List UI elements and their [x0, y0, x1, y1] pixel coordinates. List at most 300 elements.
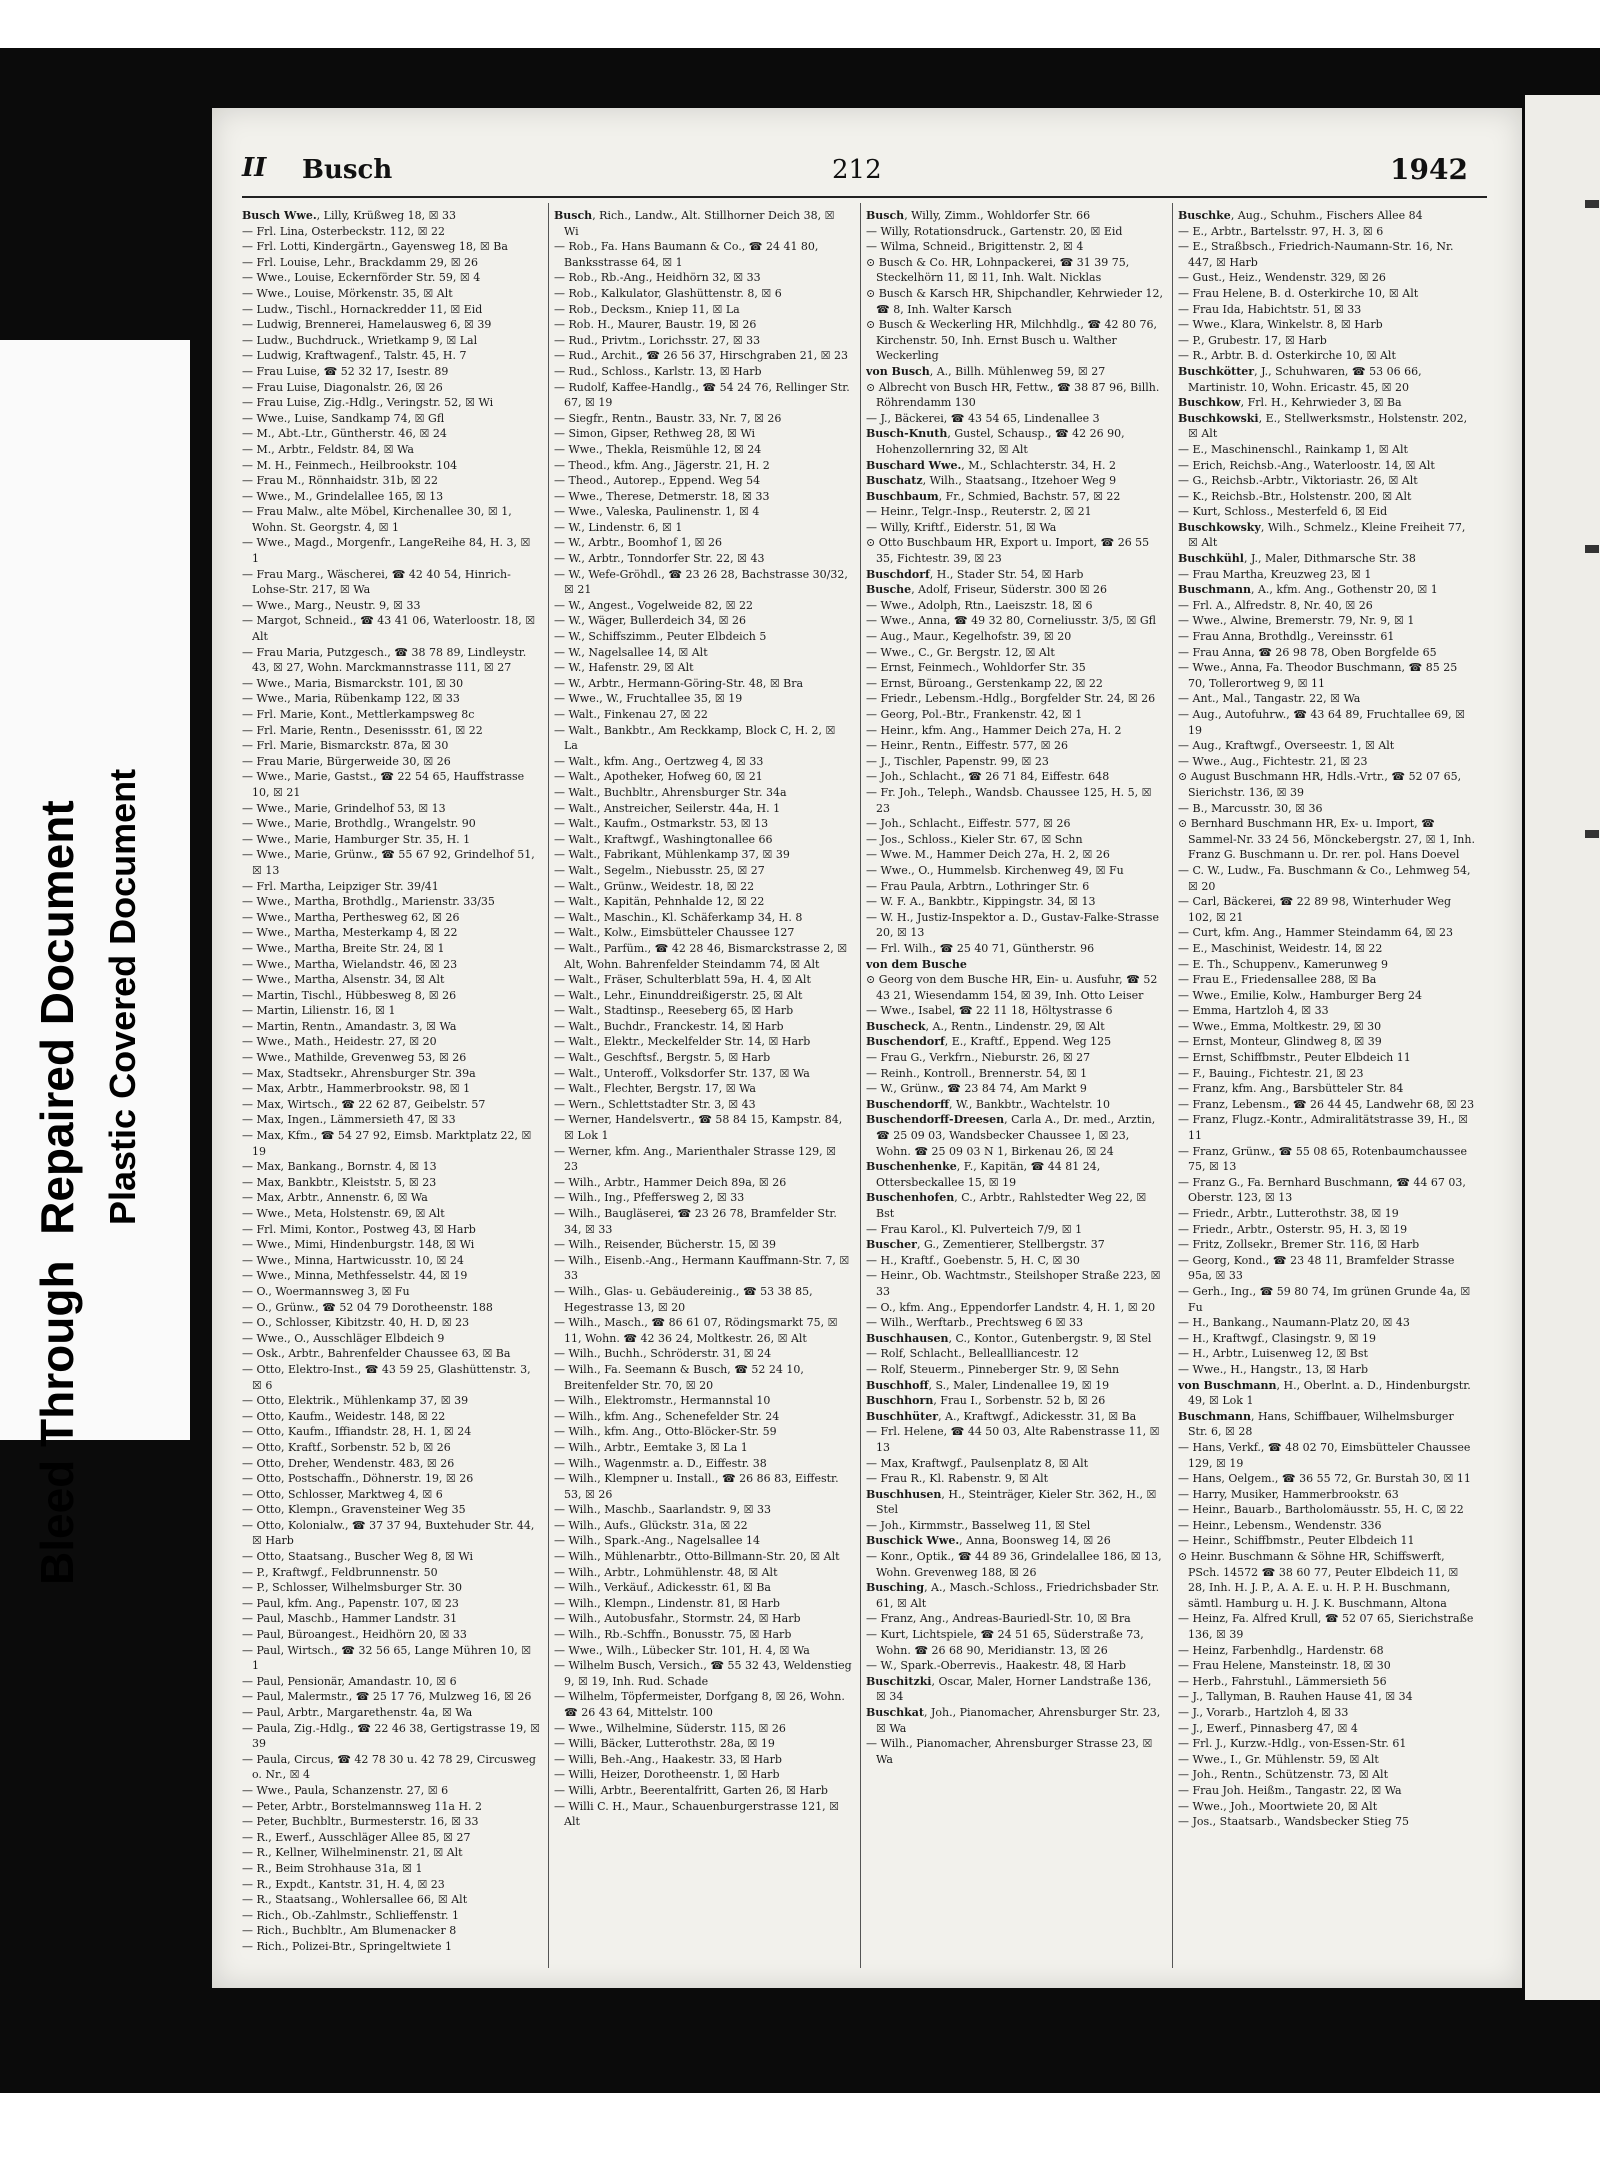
label-line1-prefix: Bleed Through	[31, 1260, 83, 1585]
directory-entry: — Frl. Lotti, Kindergärtn., Gayensweg 18, ☒ Ba	[242, 240, 508, 254]
directory-entry: — Wwe., Emilie, Kolw., Hamburger Berg 24	[1178, 988, 1423, 1002]
directory-entry: Buschhoff, S., Maler, Lindenallee 19, ☒ 19	[866, 1378, 1110, 1392]
directory-entry: Buschkow, Frl. H., Kehrwieder 3, ☒ Ba	[1178, 396, 1402, 410]
directory-entry: — O., Woermannsweg 3, ☒ Fu	[242, 1284, 410, 1298]
directory-entry: Busch, Rich., Landw., Alt. Stillhorner Deich 38, ☒ Wi	[554, 209, 835, 238]
directory-entry: — Rob., Decksm., Kniep 11, ☒ La	[554, 302, 740, 316]
directory-entry: — J., Vorarb., Hartzloh 4, ☒ 33	[1178, 1706, 1349, 1719]
directory-entry: — Wilh., kfm. Ang., Schenefelder Str. 24	[554, 1409, 780, 1423]
directory-entry: — H., Kraftwgf., Clasingstr. 9, ☒ 19	[1178, 1331, 1376, 1345]
directory-entry: Buschhusen, H., Steinträger, Kieler Str. 362, H., ☒ Stel	[866, 1487, 1157, 1517]
directory-entry: ⊙ Busch & Weckerling HR, Milchhdlg., ☎ 42 80 76, Kirchenstr. 50, Inh. Ernst Busch u. Walther Weckerling	[866, 318, 1157, 363]
directory-entry: — W., Arbtr., Hermann-Göring-Str. 48, ☒ Bra	[554, 676, 804, 690]
directory-entry: — Walt., Lehr., Einunddreißigerstr. 25, ☒ Alt	[554, 988, 803, 1002]
directory-entry: — Walt., Grünw., Weidestr. 18, ☒ 22	[554, 879, 755, 893]
directory-entry: Buschendorf, E., Kraftf., Eppend. Weg 125	[866, 1035, 1112, 1049]
directory-entry: — Reinh., Kontroll., Brennerstr. 54, ☒ 1	[866, 1066, 1088, 1080]
directory-entry: — Martin, Lilienstr. 16, ☒ 1	[242, 1004, 396, 1018]
directory-entry: — Frau Martha, Kreuzweg 23, ☒ 1	[1178, 567, 1372, 581]
directory-entry: — W. H., Justiz-Inspektor a. D., Gustav-Falke-Strasse 20, ☒ 13	[866, 910, 1159, 940]
directory-entry: — Wilh., Masch., ☎ 86 61 07, Rödingsmarkt 75, ☒ 11, Wohn. ☎ 42 36 24, Moltkestr. 26, ☒ Alt	[554, 1316, 838, 1345]
directory-entry: — E., Arbtr., Bartelsstr. 97, H. 3, ☒ 6	[1178, 224, 1384, 238]
directory-entry: — W., Wäger, Bullerdeich 34, ☒ 26	[554, 614, 747, 628]
directory-entry: — Theod., kfm. Ang., Jägerstr. 21, H. 2	[554, 458, 770, 472]
directory-entry: — H., Arbtr., Luisenweg 12, ☒ Bst	[1178, 1347, 1368, 1361]
directory-entry: — Rob., Kalkulator, Glashüttenstr. 8, ☒ 6	[554, 286, 782, 300]
directory-entry: — Rob. H., Maurer, Baustr. 19, ☒ 26	[554, 318, 757, 332]
directory-entry: — W., Grünw., ☎ 23 84 74, Am Markt 9	[866, 1082, 1087, 1096]
directory-entry: — Wwe., I., Gr. Mühlenstr. 59, ☒ Alt	[1178, 1752, 1379, 1766]
directory-entry: — Wwe., Minna, Methfesselstr. 44, ☒ 19	[242, 1269, 468, 1283]
directory-entry: — Frl. Wilh., ☎ 25 40 71, Güntherstr. 96	[866, 941, 1095, 955]
directory-entry: — Otto, Kaufm., Iffiandstr. 28, H. 1, ☒ 24	[242, 1425, 472, 1439]
directory-entry: — W., Wefe-Gröhdl., ☎ 23 26 28, Bachstrasse 30/32, ☒ 21	[554, 567, 848, 597]
directory-entry: — Curt, kfm. Ang., Hammer Steindamm 64, ☒ 23	[1178, 926, 1454, 940]
directory-entry: — Wwe., Marie, Hamburger Str. 35, H. 1	[242, 832, 471, 846]
directory-entry: — Wwe., Wilhelmine, Süderstr. 115, ☒ 26	[554, 1721, 786, 1735]
directory-entry: — Frau Maria, Putzgesch., ☎ 38 78 89, Lindleystr. 43, ☒ 27, Wohn. Marckmannstrasse 111, ☒ 27	[242, 645, 527, 675]
directory-entry: — Willi C. H., Maur., Schauenburgerstrasse 121, ☒ Alt	[554, 1799, 839, 1829]
directory-entry: Buschhüter, A., Kraftwgf., Adickesstr. 31, ☒ Ba	[866, 1409, 1137, 1423]
directory-entry: — Otto, Dreher, Wendenstr. 483, ☒ 26	[242, 1456, 455, 1470]
directory-entry: — E., Maschinenschl., Rainkamp 1, ☒ Alt	[1178, 442, 1408, 456]
directory-entry: — Wilma, Schneid., Brigittenstr. 2, ☒ 4	[866, 240, 1084, 254]
directory-entry: — Walt., Unteroff., Volksdorfer Str. 137, ☒ Wa	[554, 1066, 810, 1080]
directory-entry: — Frau Helene, Mansteinstr. 18, ☒ 30	[1178, 1659, 1391, 1673]
directory-entry: Buschendorff, W., Bankbtr., Wachtelstr. 10	[866, 1097, 1111, 1111]
next-page-edge	[1525, 95, 1600, 2000]
directory-entry: — Werner, kfm. Ang., Marienthaler Strasse 129, ☒ 23	[554, 1144, 836, 1174]
directory-entry: — Werner, Handelsvertr., ☎ 58 84 15, Kampstr. 84, ☒ Lok 1	[554, 1113, 843, 1143]
directory-entry: — C. W., Ludw., Fa. Buschmann & Co., Lehmweg 54, ☒ 20	[1178, 863, 1471, 893]
directory-entry: — Wilhelm, Töpfermeister, Dorfgang 8, ☒ 26, Wohn. ☎ 26 43 64, Mittelstr. 100	[554, 1690, 845, 1719]
directory-entry: Buscheck, A., Rentn., Lindenstr. 29, ☒ Alt	[866, 1019, 1105, 1033]
directory-entry: — Wilh., Autobusfahr., Stormstr. 24, ☒ Harb	[554, 1612, 801, 1626]
directory-entry: — Wwe., Anna, Fa. Theodor Buschmann, ☎ 85 25 70, Tollerortweg 9, ☒ 11	[1178, 661, 1458, 690]
directory-entry: — Paul, Maschb., Hammer Landstr. 31	[242, 1612, 458, 1626]
directory-entry: — F., Bauing., Fichtestr. 21, ☒ 23	[1178, 1066, 1364, 1080]
directory-entry: Buschenhofen, C., Arbtr., Rahlstedter Weg 22, ☒ Bst	[866, 1191, 1147, 1220]
directory-entry: — Carl, Bäckerei, ☎ 22 89 98, Winterhuder Weg 102, ☒ 21	[1178, 895, 1452, 924]
directory-entry: — Walt., Fräser, Schulterblatt 59a, H. 4, ☒ Alt	[554, 973, 811, 987]
directory-entry: Buschkühl, J., Maler, Dithmarsche Str. 38	[1178, 552, 1416, 566]
column-divider	[1172, 203, 1173, 1968]
directory-entry: — Otto, Elektro-Inst., ☎ 43 59 25, Glashüttenstr. 3, ☒ 6	[242, 1362, 531, 1392]
directory-entry: — Paul, Malermstr., ☎ 25 17 76, Mulzweg 16, ☒ 26	[242, 1690, 532, 1704]
directory-entry: — G., Reichsb.-Arbtr., Viktoriastr. 26, ☒ Alt	[1178, 474, 1418, 488]
directory-entry: — Frau Joh. Heißm., Tangastr. 22, ☒ Wa	[1178, 1783, 1402, 1797]
directory-entry: — Paul, Pensionär, Amandastr. 10, ☒ 6	[242, 1674, 457, 1688]
directory-entry: — Wilh., Ing., Pfeffersweg 2, ☒ 33	[554, 1191, 745, 1205]
directory-entry: — Paul, Arbtr., Margarethenstr. 4a, ☒ Wa	[242, 1706, 473, 1719]
directory-entry: — Heinr., Telgr.-Insp., Reuterstr. 2, ☒ 21	[866, 505, 1092, 519]
directory-entry: — O., Grünw., ☎ 52 04 79 Dorotheenstr. 188	[242, 1300, 493, 1314]
directory-entry: — Siegfr., Rentn., Baustr. 33, Nr. 7, ☒ 26	[554, 411, 782, 425]
directory-entry: — Rudolf, Kaffee-Handlg., ☎ 54 24 76, Rellinger Str. 67, ☒ 19	[554, 380, 850, 410]
directory-entry: — Fritz, Zollsekr., Bremer Str. 116, ☒ Harb	[1178, 1238, 1420, 1252]
directory-entry: — Wwe., Maria, Rübenkamp 122, ☒ 33	[242, 692, 460, 706]
directory-entry: — Walt., Stadtinsp., Reeseberg 65, ☒ Harb	[554, 1004, 794, 1018]
directory-entry: — Frau Helene, B. d. Osterkirche 10, ☒ Alt	[1178, 286, 1419, 300]
directory-entry: — Rolf, Steuerm., Pinneberger Str. 9, ☒ Sehn	[866, 1362, 1120, 1376]
directory-entry: Buschhorn, Frau I., Sorbenstr. 52 b, ☒ 26	[866, 1394, 1106, 1408]
directory-entry: — Wilh., Klempn., Lindenstr. 81, ☒ Harb	[554, 1596, 780, 1610]
directory-entry: — Hans, Verkf., ☎ 48 02 70, Eimsbütteler Chaussee 129, ☒ 19	[1178, 1440, 1471, 1470]
directory-entry: — Georg, Pol.-Btr., Frankenstr. 42, ☒ 1	[866, 708, 1083, 721]
directory-entry: — Wwe., Marie, Brothdlg., Wrangelstr. 90	[242, 817, 476, 831]
directory-column-1	[242, 208, 540, 1968]
directory-entry: Buschkötter, J., Schuhwaren, ☎ 53 06 66, Martinistr. 10, Wohn. Ericastr. 45, ☒ 20	[1178, 364, 1422, 394]
directory-entry: — Wwe., Martha, Wielandstr. 46, ☒ 23	[242, 957, 458, 971]
directory-entry: — R., Kellner, Wilhelminenstr. 21, ☒ Alt	[242, 1846, 463, 1860]
directory-entry: — Wwe., Math., Heidestr. 27, ☒ 20	[242, 1035, 437, 1049]
directory-entry: — W., Schiffszimm., Peuter Elbdeich 5	[554, 630, 767, 644]
directory-entry: — Wwe., O., Ausschläger Elbdeich 9	[242, 1331, 445, 1345]
directory-entry: — Wilh., Eisenb.-Ang., Hermann Kauffmann-Str. 7, ☒ 33	[554, 1253, 850, 1283]
directory-entry: — Frl. Marie, Kont., Mettlerkampsweg 8c	[242, 708, 475, 721]
directory-entry: — Wilh., Mühlenarbtr., Otto-Billmann-Str. 20, ☒ Alt	[554, 1550, 840, 1564]
directory-entry: — Frl. Marie, Bismarckstr. 87a, ☒ 30	[242, 739, 449, 753]
directory-entry: — Walt., Kraftwgf., Washingtonallee 66	[554, 832, 773, 846]
directory-entry: — Willi, Bäcker, Lutterothstr. 28a, ☒ 19	[554, 1737, 775, 1751]
directory-entry: Buschatz, Wilh., Staatsang., Itzehoer Weg 9	[866, 474, 1117, 488]
directory-entry: — Wwe., Mathilde, Grevenweg 53, ☒ 26	[242, 1051, 467, 1065]
directory-entry: — Walt., Kapitän, Pehnhalde 12, ☒ 22	[554, 895, 765, 909]
directory-entry: — Max, Arbtr., Hammerbrookstr. 98, ☒ 1	[242, 1082, 471, 1096]
directory-entry: — Wwe., Wilh., Lübecker Str. 101, H. 4, ☒ Wa	[554, 1643, 810, 1657]
year: 1942	[1390, 153, 1468, 186]
directory-entry: — Osk., Arbtr., Bahrenfelder Chaussee 63, ☒ Ba	[242, 1347, 511, 1361]
directory-entry: — Wilh., Klempner u. Install., ☎ 26 86 83, Eiffestr. 53, ☒ 26	[554, 1472, 839, 1501]
directory-entry: — Frl. Martha, Leipziger Str. 39/41	[242, 879, 439, 893]
directory-entry: — Wwe., Martha, Perthesweg 62, ☒ 26	[242, 910, 460, 924]
directory-entry: — Frl. J., Kurzw.-Hdlg., von-Essen-Str. 61	[1178, 1737, 1407, 1751]
directory-entry: — Ernst, Feinmech., Wohldorfer Str. 35	[866, 661, 1086, 675]
directory-entry: — Frau Luise, ☎ 52 32 17, Isestr. 89	[242, 364, 449, 378]
directory-entry: — Frl. Lina, Osterbeckstr. 112, ☒ 22	[242, 224, 446, 238]
directory-entry: — Heinr., Ob. Wachtmstr., Steilshoper Straße 223, ☒ 33	[866, 1269, 1161, 1298]
directory-entry: — Wilh., Werftarb., Prechtsweg 6 ☒ 33	[866, 1316, 1084, 1330]
directory-entry: — W. F. A., Bankbtr., Kippingstr. 34, ☒ 13	[866, 895, 1096, 909]
directory-entry: — Wwe., Emma, Moltkestr. 29, ☒ 30	[1178, 1019, 1382, 1033]
directory-entry: — O., kfm. Ang., Eppendorfer Landstr. 4, H. 1, ☒ 20	[866, 1300, 1156, 1314]
directory-entry: — Wwe., Martha, Brothdlg., Marienstr. 33/35	[242, 895, 495, 909]
directory-entry: — J., Bäckerei, ☎ 43 54 65, Lindenallee 3	[866, 411, 1100, 425]
directory-entry: — Walt., Segelm., Niebusstr. 25, ☒ 27	[554, 863, 765, 877]
directory-entry: — Joh., Rentn., Schützenstr. 73, ☒ Alt	[1178, 1768, 1388, 1782]
directory-entry: — Wwe., Joh., Moortwiete 20, ☒ Alt	[1178, 1799, 1378, 1813]
directory-entry: — Walt., Fabrikant, Mühlenkamp 37, ☒ 39	[554, 848, 790, 862]
directory-entry: ⊙ Georg von dem Busche HR, Ein- u. Ausfuhr, ☎ 52 43 21, Wiesendamm 154, ☒ 39, Inh. Otto Leiser	[866, 973, 1158, 1002]
section-number: II	[242, 153, 267, 183]
directory-entry: — Frl. Louise, Lehr., Brackdamm 29, ☒ 26	[242, 255, 479, 269]
directory-entry: von Buschmann, H., Oberlnt. a. D., Hindenburgstr. 49, ☒ Lok 1	[1178, 1378, 1471, 1408]
directory-entry: — Rud., Archit., ☎ 26 56 37, Hirschgraben 21, ☒ 23	[554, 349, 849, 363]
directory-entry: — Joh., Schlacht., ☎ 26 71 84, Eiffestr. 648	[866, 770, 1110, 784]
running-head: Busch	[302, 155, 393, 185]
directory-entry: — Joh., Kirmmstr., Basselweg 11, ☒ Stel	[866, 1518, 1091, 1532]
header-rule	[242, 196, 1487, 198]
directory-entry: — E., Straßbsch., Friedrich-Naumann-Str. 16, Nr. 447, ☒ Harb	[1178, 240, 1454, 269]
directory-entry: — Wwe., Luise, Sandkamp 74, ☒ Gfl	[242, 411, 445, 425]
directory-entry: — Peter, Buchbltr., Burmesterstr. 16, ☒ 33	[242, 1815, 479, 1829]
directory-entry: — Frau Marg., Wäscherei, ☎ 42 40 54, Hinrich-Lohse-Str. 217, ☒ Wa	[242, 567, 511, 597]
directory-entry: — Heinr., kfm. Ang., Hammer Deich 27a, H. 2	[866, 723, 1122, 737]
directory-entry: — Max, Ingen., Lämmersieth 47, ☒ 33	[242, 1113, 456, 1127]
directory-entry: — Wwe., Martha, Mesterkamp 4, ☒ 22	[242, 926, 458, 940]
directory-entry: — Simon, Gipser, Rethweg 28, ☒ Wi	[554, 427, 755, 441]
directory-entry: — Wilh., Verkäuf., Adickesstr. 61, ☒ Ba	[554, 1581, 771, 1595]
column-divider	[548, 203, 549, 1968]
directory-entry: — Emma, Hartzloh 4, ☒ 33	[1178, 1004, 1329, 1018]
directory-entry: — Rich., Buchbltr., Am Blumenacker 8	[242, 1924, 457, 1938]
directory-entry: — Friedr., Arbtr., Osterstr. 95, H. 3, ☒ 19	[1178, 1222, 1408, 1236]
directory-entry: — Wwe., Marie, Gastst., ☎ 22 54 65, Hauffstrasse 10, ☒ 21	[242, 770, 525, 799]
directory-entry: — M., Abt.-Ltr., Güntherstr. 46, ☒ 24	[242, 427, 447, 441]
directory-entry: — Wwe., Anna, ☎ 49 32 80, Corneliusstr. 3/5, ☒ Gfl	[866, 614, 1157, 628]
directory-entry: — Wwe., Louise, Mörkenstr. 35, ☒ Alt	[242, 286, 453, 300]
directory-entry: — Rob., Fa. Hans Baumann & Co., ☎ 24 41 80, Banksstrasse 64, ☒ 1	[554, 240, 819, 269]
directory-entry: — R., Expdt., Kantstr. 31, H. 4, ☒ 23	[242, 1877, 445, 1891]
directory-entry: — Otto, Kraftf., Sorbenstr. 52 b, ☒ 26	[242, 1440, 451, 1454]
directory-entry: Buschmann, A., kfm. Ang., Gothenstr 20, ☒ 1	[1178, 583, 1438, 597]
directory-entry: — Frl. Mimi, Kontor., Postweg 43, ☒ Harb	[242, 1222, 476, 1236]
directory-entry: — E. Th., Schuppenv., Kamerunweg 9	[1178, 957, 1388, 971]
directory-entry: — Franz, Lebensm., ☎ 26 44 45, Landwehr 68, ☒ 23	[1178, 1097, 1475, 1111]
directory-entry: — J., Tallyman, B. Rauhen Hause 41, ☒ 34	[1178, 1690, 1413, 1704]
directory-entry: — Wwe., Meta, Holstenstr. 69, ☒ Alt	[242, 1207, 445, 1220]
directory-entry: — Walt., Buchdr., Franckestr. 14, ☒ Harb	[554, 1019, 784, 1033]
directory-entry: — Wwe., Valeska, Paulinenstr. 1, ☒ 4	[554, 505, 760, 519]
directory-entry: — W., Nagelsallee 14, ☒ Alt	[554, 645, 708, 659]
directory-entry: — Ant., Mal., Tangastr. 22, ☒ Wa	[1178, 692, 1361, 706]
directory-entry: — Max, Kfm., ☎ 54 27 92, Eimsb. Marktplatz 22, ☒ 19	[242, 1129, 532, 1158]
directory-entry: — J., Ewerf., Pinnasberg 47, ☒ 4	[1178, 1721, 1358, 1735]
directory-entry: — Wilh., Fa. Seemann & Busch, ☎ 52 24 10, Breitenfelder Str. 70, ☒ 20	[554, 1362, 804, 1392]
directory-entry: — H., Bankang., Naumann-Platz 20, ☒ 43	[1178, 1316, 1410, 1330]
directory-entry: — Heinr., Rentn., Eiffestr. 577, ☒ 26	[866, 739, 1068, 753]
directory-entry: — Frau M., Rönnhaidstr. 31b, ☒ 22	[242, 474, 439, 488]
directory-entry: — Wwe. M., Hammer Deich 27a, H. 2, ☒ 26	[866, 848, 1110, 862]
directory-entry: — Frau G., Verkfrn., Nieburstr. 26, ☒ 27	[866, 1051, 1091, 1065]
directory-entry: — Otto, Schlosser, Marktweg 4, ☒ 6	[242, 1487, 443, 1501]
directory-entry: — Wilh., Glas- u. Gebäudereinig., ☎ 53 38 85, Hegestrasse 13, ☒ 20	[554, 1284, 813, 1314]
directory-entry: — Jos., Staatsarb., Wandsbecker Stieg 75	[1178, 1815, 1409, 1829]
directory-entry: Buschkowsky, Wilh., Schmelz., Kleine Freiheit 77, ☒ Alt	[1178, 520, 1466, 550]
directory-entry: — Harry, Musiker, Hammerbrookstr. 63	[1178, 1487, 1399, 1501]
directory-entry: — Frau Luise, Zig.-Hdlg., Veringstr. 52, ☒ Wi	[242, 396, 494, 410]
directory-entry: — Jos., Schloss., Kieler Str. 67, ☒ Schn	[866, 832, 1083, 846]
directory-entry: — Rich., Ob.-Zahlmstr., Schlieffenstr. 1	[242, 1908, 459, 1922]
label-line1-suffix: Repaired Document	[31, 800, 83, 1235]
directory-entry: — Max, Arbtr., Annenstr. 6, ☒ Wa	[242, 1191, 428, 1205]
directory-entry: — Wwe., Magd., Morgenfr., LangeReihe 84, H. 3, ☒ 1	[242, 536, 531, 566]
directory-entry: — Rud., Schloss., Karlstr. 13, ☒ Harb	[554, 364, 762, 378]
directory-entry: — Ernst, Schiffbmstr., Peuter Elbdeich 11	[1178, 1051, 1411, 1065]
directory-entry: — Frau Karol., Kl. Pulverteich 7/9, ☒ 1	[866, 1222, 1083, 1236]
directory-entry: — Willi, Heizer, Dorotheenstr. 1, ☒ Harb	[554, 1768, 780, 1782]
directory-entry: — Walt., Buchbltr., Ahrensburger Str. 34a	[554, 785, 787, 799]
directory-entry: — Rud., Privtm., Lorichsstr. 27, ☒ 33	[554, 333, 761, 347]
directory-entry: — Fr. Joh., Teleph., Wandsb. Chaussee 125, H. 5, ☒ 23	[866, 785, 1152, 815]
directory-entry: ⊙ Bernhard Buschmann HR, Ex- u. Import, ☎ Sammel-Nr. 33 24 56, Mönckebergstr. 27, ☒ 1, Inh. Franz G. Buschmann u. Dr. rer. pol. Hans Doevel	[1178, 817, 1475, 862]
directory-entry: — Walt., Geschftsf., Bergstr. 5, ☒ Harb	[554, 1051, 771, 1065]
directory-entry: — Max, Kraftwgf., Paulsenplatz 8, ☒ Alt	[866, 1456, 1089, 1470]
directory-entry: Buschdorf, H., Stader Str. 54, ☒ Harb	[866, 567, 1084, 581]
column-divider	[860, 203, 861, 1968]
directory-entry: — Wwe., Maria, Bismarckstr. 101, ☒ 30	[242, 676, 464, 690]
directory-entry: — Paul, Büroangest., Heidhörn 20, ☒ 33	[242, 1628, 467, 1642]
directory-entry: — Paula, Zig.-Hdlg., ☎ 22 46 38, Gertigstrasse 19, ☒ 39	[242, 1721, 540, 1751]
directory-entry: — Wern., Schlettstadter Str. 3, ☒ 43	[554, 1097, 756, 1111]
directory-entry: Buschmann, Hans, Schiffbauer, Wilhelmsburger Str. 6, ☒ 28	[1178, 1409, 1454, 1439]
page-number: 212	[832, 155, 882, 185]
directory-entry: — Frau Luise, Diagonalstr. 26, ☒ 26	[242, 380, 443, 394]
directory-entry: — Ludwig, Brennerei, Hamelausweg 6, ☒ 39	[242, 318, 492, 332]
directory-entry: — Frau E., Friedensallee 288, ☒ Ba	[1178, 973, 1377, 987]
directory-entry: — Wwe., Alwine, Bremerstr. 79, Nr. 9, ☒ 1	[1178, 614, 1415, 628]
directory-entry: — Kurt, Schloss., Mesterfeld 6, ☒ Eid	[1178, 505, 1388, 519]
directory-entry: — Heinr., Schiffbmstr., Peuter Elbdeich 11	[1178, 1534, 1415, 1548]
directory-entry: — Wwe., Marie, Grünw., ☎ 55 67 92, Grindelhof 51, ☒ 13	[242, 848, 535, 877]
directory-entry: — Heinr., Bauarb., Bartholomäusstr. 55, H. C, ☒ 22	[1178, 1503, 1464, 1517]
directory-entry: — Wwe., H., Hangstr., 13, ☒ Harb	[1178, 1362, 1368, 1376]
directory-entry: — Wilh., Reisender, Bücherstr. 15, ☒ 39	[554, 1238, 776, 1252]
directory-entry: — Paul, Wirtsch., ☎ 32 56 65, Lange Mühren 10, ☒ 1	[242, 1643, 532, 1673]
directory-entry: — Rolf, Schlacht., Belleallliancestr. 12	[866, 1347, 1079, 1361]
directory-entry: — B., Marcusstr. 30, ☒ 36	[1178, 801, 1323, 815]
directory-entry: — Friedr., Arbtr., Lutterothstr. 38, ☒ 19	[1178, 1207, 1399, 1220]
directory-entry: — Wwe., Martha, Alsenstr. 34, ☒ Alt	[242, 973, 445, 987]
directory-entry: — Willi, Arbtr., Beerentalfritt, Garten 26, ☒ Harb	[554, 1783, 828, 1797]
directory-entry: — Walt., Maschin., Kl. Schäferkamp 34, H. 8	[554, 910, 803, 924]
directory-entry: — Margot, Schneid., ☎ 43 41 06, Waterloostr. 18, ☒ Alt	[242, 614, 536, 644]
directory-entry: Buschke, Aug., Schuhm., Fischers Allee 84	[1178, 209, 1423, 222]
directory-entry: — K., Reichsb.-Btr., Holstenstr. 200, ☒ Alt	[1178, 489, 1412, 503]
directory-entry: von Busch, A., Billh. Mühlenweg 59, ☒ 27	[866, 364, 1106, 378]
directory-entry: — Walt., Elektr., Meckelfelder Str. 14, ☒ Harb	[554, 1035, 811, 1049]
directory-entry: — Konr., Optik., ☎ 44 89 36, Grindelallee 186, ☒ 13, Wohn. Grevenweg 188, ☒ 26	[866, 1550, 1162, 1579]
directory-entry: — Walt., Kaufm., Ostmarkstr. 53, ☒ 13	[554, 817, 769, 831]
directory-entry: — M., Arbtr., Feldstr. 84, ☒ Wa	[242, 442, 414, 456]
directory-entry: — Wwe., Klara, Winkelstr. 8, ☒ Harb	[1178, 318, 1383, 332]
directory-entry: — Max, Stadtsekr., Ahrensburger Str. 39a	[242, 1066, 476, 1080]
directory-entry: — Wwe., Marg., Neustr. 9, ☒ 33	[242, 598, 421, 612]
directory-entry: — Wilh., Arbtr., Lohmühlenstr. 48, ☒ Alt	[554, 1565, 778, 1579]
directory-entry: — Wwe., Martha, Breite Str. 24, ☒ 1	[242, 941, 445, 955]
directory-entry: — Willy, Kriftf., Eiderstr. 51, ☒ Wa	[866, 520, 1057, 534]
directory-entry: — Walt., Bankbtr., Am Reckkamp, Block C, H. 2, ☒ La	[554, 723, 836, 753]
directory-entry: — Walt., Kolw., Eimsbütteler Chaussee 127	[554, 926, 795, 940]
directory-entry: — Frau Anna, ☎ 26 98 78, Oben Borgfelde 65	[1178, 645, 1437, 659]
directory-entry: — Walt., Parfüm., ☎ 42 28 46, Bismarckstrasse 2, ☒ Alt, Wohn. Bahrenfelder Steindamm 74, ☒ Alt	[554, 941, 848, 971]
directory-entry: Busch-Knuth, Gustel, Schausp., ☎ 42 26 90, Hohenzollernring 32, ☒ Alt	[866, 427, 1125, 456]
directory-entry: — Wwe., M., Grindelallee 165, ☒ 13	[242, 489, 444, 503]
directory-entry: ⊙ August Buschmann HR, Hdls.-Vrtr., ☎ 52 07 65, Sierichstr. 136, ☒ 39	[1178, 770, 1462, 799]
directory-entry: — P., Kraftwgf., Feldbrunnenstr. 50	[242, 1565, 438, 1579]
directory-entry: ⊙ Heinr. Buschmann & Söhne HR, Schiffswerft, PSch. 14572 ☎ 38 60 77, Peuter Elbdeich 11, ☒ 28, Inh. H. J. P., A. A. E. u. H. P. H. Buschmann, sämtl. Hamburg u. H. J. K. Buschmann, Altona	[1178, 1550, 1459, 1610]
directory-entry: Buschitzki, Oscar, Maler, Horner Landstraße 136, ☒ 34	[866, 1674, 1152, 1704]
directory-entry: — Georg, Kond., ☎ 23 48 11, Bramfelder Strasse 95a, ☒ 33	[1178, 1253, 1455, 1283]
directory-column-2	[554, 208, 852, 1968]
directory-entry: — Friedr., Lebensm.-Hdlg., Borgfelder Str. 24, ☒ 26	[866, 692, 1156, 706]
directory-entry: — R., Beim Strohhause 31a, ☒ 1	[242, 1861, 423, 1875]
directory-entry: Buschbaum, Fr., Schmied, Bachstr. 57, ☒ 22	[866, 489, 1121, 503]
directory-entry: — Gerh., Ing., ☎ 59 80 74, Im grünen Grunde 4a, ☒ Fu	[1178, 1284, 1471, 1314]
directory-entry: — Wwe., Isabel, ☎ 22 11 18, Höltystrasse 6	[866, 1004, 1113, 1018]
directory-entry: — Wilh., Buchh., Schröderstr. 31, ☒ 24	[554, 1347, 772, 1361]
directory-entry: — J., Tischler, Papenstr. 99, ☒ 23	[866, 754, 1049, 768]
directory-entry: — Heinr., Lebensm., Wendenstr. 336	[1178, 1518, 1382, 1532]
directory-entry: — Otto, Staatsang., Buscher Weg 8, ☒ Wi	[242, 1550, 474, 1564]
directory-entry: — Peter, Arbtr., Borstelmannsweg 11a H. 2	[242, 1799, 483, 1813]
directory-entry: — Frau Marie, Bürgerweide 30, ☒ 26	[242, 754, 451, 768]
directory-entry: — Wwe., Paula, Schanzenstr. 27, ☒ 6	[242, 1783, 449, 1797]
directory-entry: — R., Arbtr. B. d. Osterkirche 10, ☒ Alt	[1178, 349, 1396, 363]
directory-entry: — Frau R., Kl. Rabenstr. 9, ☒ Alt	[866, 1472, 1049, 1486]
directory-entry: — Otto, Kolonialw., ☎ 37 37 94, Buxtehuder Str. 44, ☒ Harb	[242, 1518, 535, 1548]
directory-entry: — Walt., kfm. Ang., Oertzweg 4, ☒ 33	[554, 754, 764, 768]
directory-entry: — Frau Malw., alte Möbel, Kirchenallee 30, ☒ 1, Wohn. St. Georgstr. 4, ☒ 1	[242, 505, 512, 534]
label-plastic-covered: Plastic Covered Document	[102, 768, 143, 1225]
directory-entry: — Wilh., Pianomacher, Ahrensburger Strasse 23, ☒ Wa	[866, 1737, 1153, 1766]
directory-entry: — Theod., Autorep., Eppend. Weg 54	[554, 474, 761, 488]
directory-entry: — Max, Bankbtr., Kleiststr. 5, ☒ 23	[242, 1175, 437, 1189]
directory-entry: — Heinz, Fa. Alfred Krull, ☎ 52 07 65, Sierichstraße 136, ☒ 39	[1178, 1612, 1474, 1642]
directory-entry: — Ludw., Buchdruck., Wrietkamp 9, ☒ Lal	[242, 333, 478, 347]
directory-entry: — Otto, Klempn., Gravensteiner Weg 35	[242, 1503, 466, 1517]
directory-entry: — Ernst, Monteur, Glindweg 8, ☒ 39	[1178, 1035, 1382, 1049]
directory-entry: — Wwe., Adolph, Rtn., Laeiszstr. 18, ☒ 6	[866, 598, 1093, 612]
directory-entry: — Walt., Finkenau 27, ☒ 22	[554, 708, 708, 721]
directory-entry: — Aug., Maur., Kegelhofstr. 39, ☒ 20	[866, 630, 1072, 644]
directory-entry: Buschkowski, E., Stellwerksmstr., Holstenstr. 202, ☒ Alt	[1178, 411, 1468, 441]
directory-entry: — Aug., Kraftwgf., Overseestr. 1, ☒ Alt	[1178, 739, 1395, 753]
directory-entry: — R., Staatsang., Wohlersallee 66, ☒ Alt	[242, 1893, 468, 1907]
directory-entry: — Wwe., Louise, Eckernförder Str. 59, ☒ 4	[242, 271, 481, 285]
directory-entry: — Martin, Rentn., Amandastr. 3, ☒ Wa	[242, 1019, 457, 1033]
directory-entry: von dem Busche	[866, 957, 967, 971]
directory-entry: — Wwe., O., Hummelsb. Kirchenweg 49, ☒ Fu	[866, 863, 1124, 877]
directory-entry: — W., Hafenstr. 29, ☒ Alt	[554, 661, 694, 675]
directory-column-4	[1178, 208, 1476, 1968]
directory-entry: Buschenhenke, F., Kapitän, ☎ 44 81 24, Ottersbeckallee 15, ☒ 19	[866, 1160, 1101, 1189]
directory-entry: — Max, Wirtsch., ☎ 22 62 87, Geibelstr. 57	[242, 1097, 486, 1111]
directory-entry: Busche, Adolf, Friseur, Süderstr. 300 ☒ 26	[866, 583, 1108, 597]
directory-entry: — Aug., Autofuhrw., ☎ 43 64 89, Fruchtallee 69, ☒ 19	[1178, 708, 1466, 737]
directory-entry: — Otto, Postschaffn., Döhnerstr. 19, ☒ 26	[242, 1472, 474, 1486]
directory-entry: — Frl. Helene, ☎ 44 50 03, Alte Rabenstrasse 11, ☒ 13	[866, 1425, 1160, 1454]
directory-entry: — Frau Paula, Arbtrn., Lothringer Str. 6	[866, 879, 1090, 893]
directory-entry: ⊙ Busch & Karsch HR, Shipchandler, Kehrwieder 12, ☎ 8, Inh. Walter Karsch	[866, 286, 1164, 316]
directory-entry: Buschick Wwe., Anna, Boonsweg 14, ☒ 26	[866, 1534, 1111, 1548]
directory-entry: — Ludw., Tischl., Hornackredder 11, ☒ Eid	[242, 302, 483, 316]
directory-entry: ⊙ Busch & Co. HR, Lohnpackerei, ☎ 31 39 75, Steckelhörn 11, ☒ 11, Inh. Walt. Nicklas	[866, 255, 1130, 285]
directory-entry: — Otto, Elektrik., Mühlenkamp 37, ☒ 39	[242, 1394, 469, 1408]
directory-entry: — W., Arbtr., Tonndorfer Str. 22, ☒ 43	[554, 552, 765, 566]
directory-entry: — Wilhelm Busch, Versich., ☎ 55 32 43, Weldenstieg 9, ☒ 19, Inh. Rud. Schade	[554, 1659, 852, 1688]
directory-entry: Busch Wwe., Lilly, Krüßweg 18, ☒ 33	[242, 209, 456, 222]
directory-entry: — Paul, kfm. Ang., Papenstr. 107, ☒ 23	[242, 1596, 459, 1610]
directory-entry: — W., Spark.-Oberrevis., Haakestr. 48, ☒ Harb	[866, 1659, 1126, 1673]
directory-entry: — Wwe., Aug., Fichtestr. 21, ☒ 23	[1178, 754, 1368, 768]
directory-entry: Buschkat, Joh., Pianomacher, Ahrensburger Str. 23, ☒ Wa	[866, 1706, 1161, 1735]
directory-entry: — Joh., Schlacht., Eiffestr. 577, ☒ 26	[866, 817, 1071, 831]
directory-entry: — Wwe., Mimi, Hindenburgstr. 148, ☒ Wi	[242, 1238, 475, 1252]
directory-entry: — M. H., Feinmech., Heilbrookstr. 104	[242, 458, 458, 472]
directory-entry: — Kurt, Lichtspiele, ☎ 24 51 65, Süderstraße 73, Wohn. ☎ 26 68 90, Meridianstr. 13, ☒ 26	[866, 1628, 1144, 1657]
directory-entry: Busching, A., Masch.-Schloss., Friedrichsbader Str. 61, ☒ Alt	[866, 1581, 1160, 1610]
